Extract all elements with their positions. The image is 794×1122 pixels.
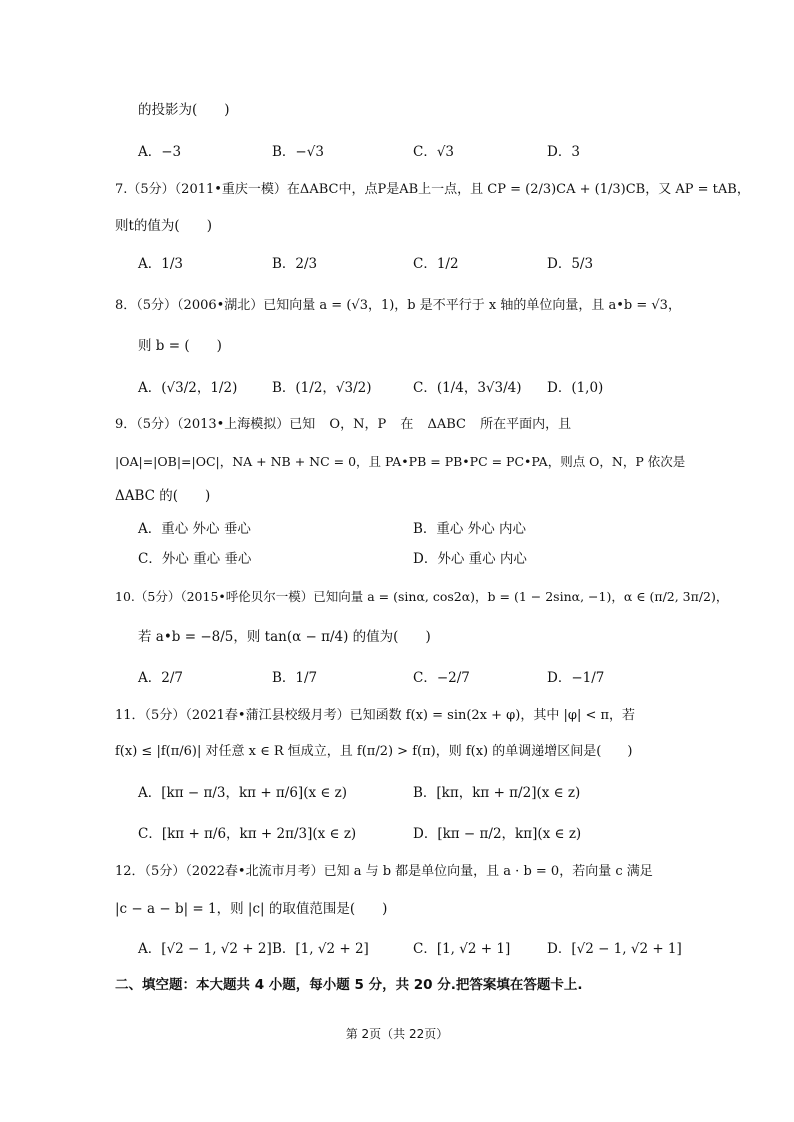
q7-option-b: B．2/3 bbox=[272, 256, 318, 272]
q8-line-1: 8．（5分）（2006•湖北）已知向量 a = (√3，1)，b 是不平行于 x 轴的单位向量，且 a•b = √3， bbox=[115, 298, 681, 313]
q11-option-c: C．[kπ + π/6，kπ + 2π/3](x ∈ z) bbox=[138, 826, 357, 842]
section-heading: 二、填空题：本大题共 4 小题，每小题 5 分，共 20 分.把答案填在答题卡上. bbox=[115, 977, 583, 993]
q11-line-2: f(x) ≤ |f(π/6)| 对任意 x ∈ R 恒成立，且 f(π/2) > f(π)，则 f(x) 的单调递增区间是( ) bbox=[115, 744, 633, 759]
q12-option-d: D．[√2 − 1, √2 + 1] bbox=[547, 941, 682, 957]
q11-option-b: B．[kπ，kπ + π/2](x ∈ z) bbox=[413, 785, 581, 801]
q11-option-a: A．[kπ − π/3，kπ + π/6](x ∈ z) bbox=[138, 785, 348, 801]
q9-line-3: ΔABC 的( ) bbox=[115, 488, 211, 504]
q6-option-c: C．√3 bbox=[413, 144, 455, 160]
q12-option-a: A．[√2 − 1, √2 + 2] bbox=[138, 941, 272, 957]
q10-option-a: A．2/7 bbox=[138, 670, 183, 686]
q8-option-d: D．(1,0) bbox=[547, 380, 604, 396]
q6-option-b: B．−√3 bbox=[272, 144, 324, 160]
q9-line-2: |OA|=|OB|=|OC|，NA + NB + NC = 0，且 PA•PB = PB•PC = PC•PA，则点 O，N，P 依次是 bbox=[115, 454, 686, 469]
q10-option-d: D．−1/7 bbox=[547, 670, 605, 686]
q8-option-a: A．(√3/2，1/2) bbox=[138, 380, 238, 396]
q7-option-a: A．1/3 bbox=[138, 256, 183, 272]
q11-line-1: 11．（5分）（2021春•蒲江县校级月考）已知函数 f(x) = sin(2x + φ)，其中 |φ| < π，若 bbox=[115, 708, 636, 723]
q10-option-c: C．−2/7 bbox=[413, 670, 470, 686]
q9-option-b: B．重心 外心 内心 bbox=[413, 521, 527, 537]
q7-line-2: 则t的值为( ) bbox=[115, 218, 212, 234]
q10-option-b: B．1/7 bbox=[272, 670, 318, 686]
q12-line-2: |c − a − b| = 1，则 |c| 的取值范围是( ) bbox=[115, 901, 388, 917]
q10-line-1: 10.（5分）（2015•呼伦贝尔一模）已知向量 a = (sinα, cos2α)，b = (1 − 2sinα, −1)，α ∈ (π/2, 3π/2)， bbox=[115, 589, 729, 604]
q7-option-d: D．5/3 bbox=[547, 256, 594, 272]
q11-option-d: D．[kπ − π/2，kπ](x ∈ z) bbox=[413, 826, 582, 842]
q6-tail-text: 的投影为( ) bbox=[138, 102, 230, 118]
q7-line-1: 7.（5分）（2011•重庆一模）在ΔABC中，点P是AB上一点，且 CP = (2/3)CA + (1/3)CB，又 AP = tAB， bbox=[115, 182, 750, 197]
q9-option-d: D．外心 重心 内心 bbox=[413, 551, 527, 567]
q12-line-1: 12．（5分）（2022春•北流市月考）已知 a 与 b 都是单位向量，且 a · b = 0，若向量 c 满足 bbox=[115, 864, 653, 879]
q9-option-a: A．重心 外心 垂心 bbox=[138, 521, 251, 537]
q7-option-c: C．1/2 bbox=[413, 256, 459, 272]
page-footer: 第 2页（共 22页） bbox=[345, 1027, 449, 1041]
q9-line-1: 9．（5分）（2013•上海模拟）已知 O，N，P 在 ΔABC 所在平面内，且 bbox=[115, 417, 572, 432]
q12-option-c: C．[1, √2 + 1] bbox=[413, 941, 511, 957]
q10-line-2: 若 a•b = −8/5，则 tan(α − π/4) 的值为( ) bbox=[138, 629, 431, 645]
q12-option-b: B．[1, √2 + 2] bbox=[272, 941, 369, 957]
q6-option-a: A．−3 bbox=[138, 144, 182, 160]
q9-option-c: C．外心 重心 垂心 bbox=[138, 551, 252, 567]
q8-line-2: 则 b = ( ) bbox=[138, 338, 222, 354]
q6-option-d: D．3 bbox=[547, 144, 580, 160]
q8-option-b: B．(1/2，√3/2) bbox=[272, 380, 372, 396]
q8-option-c: C．(1/4，3√3/4) bbox=[413, 380, 522, 396]
